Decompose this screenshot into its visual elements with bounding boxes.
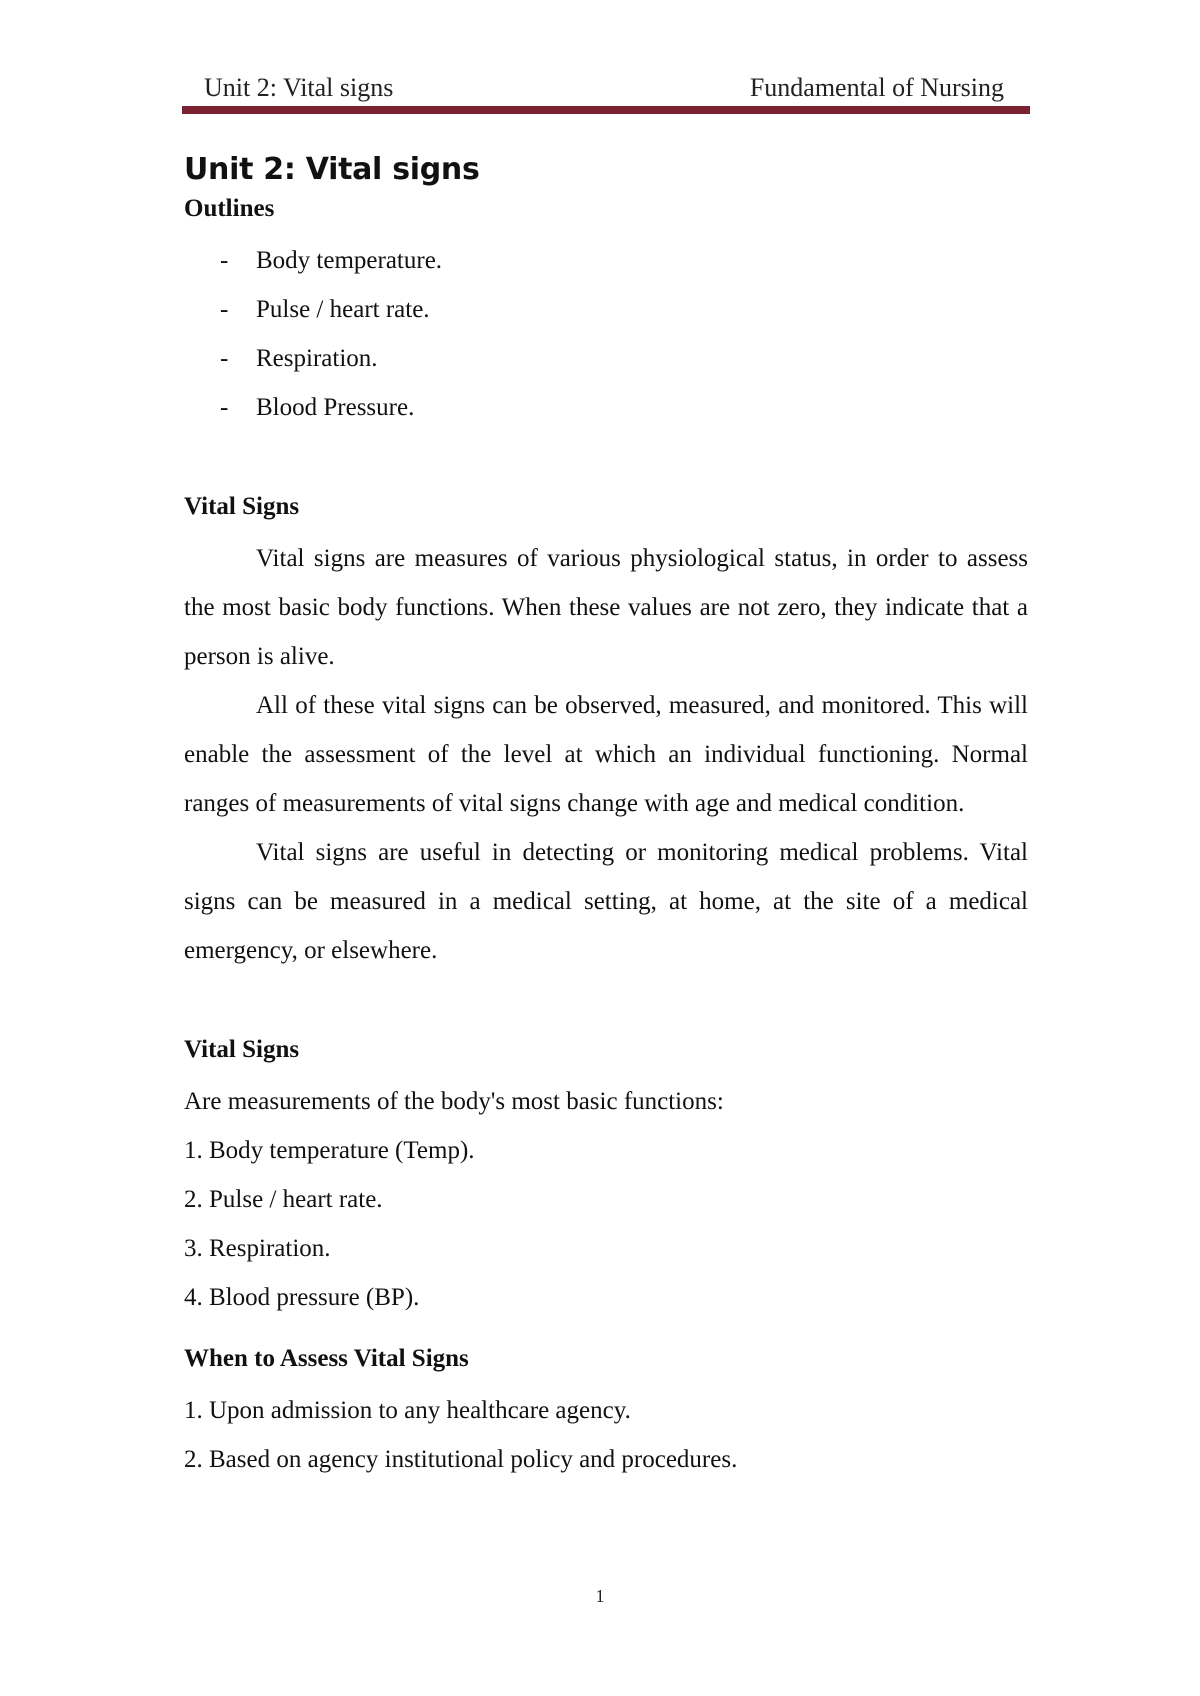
dash-bullet: -: [220, 296, 229, 323]
list-item: [184, 236, 1028, 285]
dash-bullet: -: [220, 345, 229, 372]
page-title: Unit 2: Vital signs: [184, 152, 480, 187]
list-item: 1. Body temperature (Temp).: [184, 1137, 475, 1164]
list-item-text: Blood Pressure.: [256, 394, 415, 421]
header-course-title: Fundamental of Nursing: [749, 73, 1004, 102]
vital-signs-list: [184, 1126, 1028, 1322]
list-lead: Are measurements of the body's most basic functions:: [184, 1088, 724, 1115]
list-item: 1. Upon admission to any healthcare agency.: [184, 1397, 631, 1424]
paragraph: All of these vital signs can be observed, measured, and monitored. This will enable the assessment of the level at which an individual functioning. Normal ranges of measurements of vital signs change with age and medical condition.: [184, 692, 1028, 817]
list-item: [184, 285, 1028, 334]
vital-signs-list-heading: Vital Signs: [184, 1036, 300, 1063]
list-item-text: Pulse / heart rate.: [256, 296, 430, 323]
list-item: 2. Pulse / heart rate.: [184, 1186, 383, 1213]
header-unit-title: Unit 2: Vital signs: [204, 73, 394, 102]
paragraph: Vital signs are measures of various physiological status, in order to assess the most basic body functions. When these values are not zero, they indicate that a person is alive.: [184, 545, 1028, 670]
page-content: [184, 148, 1028, 1484]
dash-bullet: -: [220, 247, 229, 274]
page-header: [182, 70, 1030, 106]
list-item: 2. Based on agency institutional policy and procedures.: [184, 1446, 738, 1473]
dash-bullet: -: [220, 394, 229, 421]
vital-signs-heading: Vital Signs: [184, 493, 300, 520]
header-rule: [182, 106, 1030, 114]
list-item: 4. Blood pressure (BP).: [184, 1284, 420, 1311]
when-to-assess-heading: When to Assess Vital Signs: [184, 1345, 469, 1372]
list-item-text: Respiration.: [256, 345, 378, 372]
outlines-list: [184, 236, 1028, 432]
list-item: 3. Respiration.: [184, 1235, 331, 1262]
list-item: [184, 334, 1028, 383]
page-number: 1: [595, 1586, 605, 1606]
list-item-text: Body temperature.: [256, 247, 443, 274]
list-item: [184, 383, 1028, 432]
paragraph: Vital signs are useful in detecting or monitoring medical problems. Vital signs can be measured in a medical setting, at home, at the site of a medical emergency, or elsewhere.: [184, 839, 1028, 964]
when-to-assess-list: [184, 1386, 1028, 1484]
outlines-heading: Outlines: [184, 195, 275, 222]
